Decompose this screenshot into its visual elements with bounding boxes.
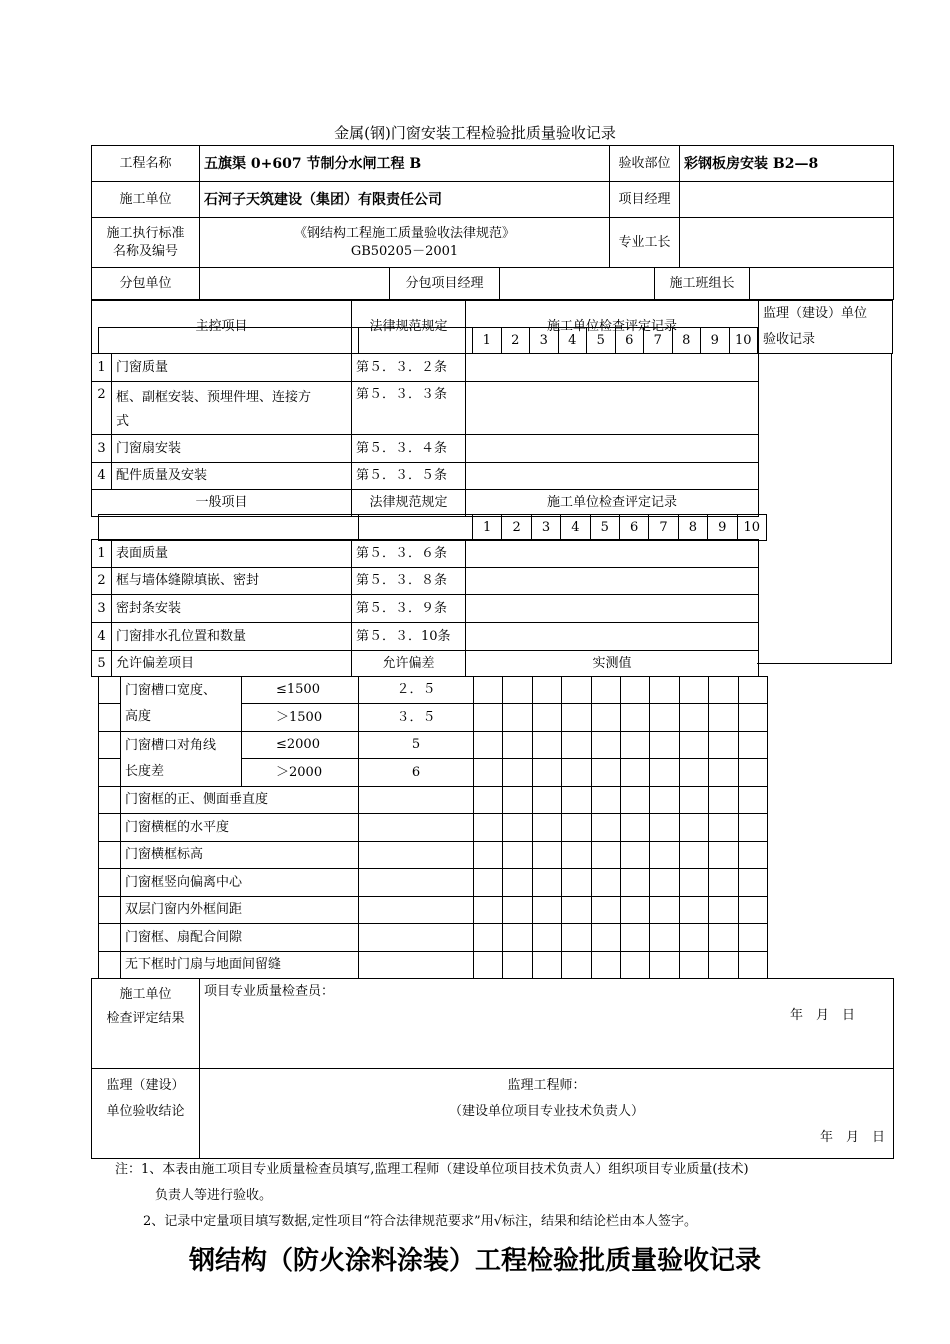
measure-cell bbox=[532, 759, 561, 787]
measure-cell bbox=[532, 704, 561, 732]
col-number: 2 bbox=[502, 515, 531, 541]
measure-cell bbox=[679, 704, 708, 732]
next-form-title: 钢结构（防火涂料涂装）工程检验批质量验收记录 bbox=[188, 1246, 761, 1276]
row-spec: 第５．３．６条 bbox=[352, 540, 466, 568]
measure-cell bbox=[474, 952, 503, 979]
measure-cell bbox=[503, 842, 532, 869]
measure-cell bbox=[620, 842, 649, 869]
row-no: 1 bbox=[92, 540, 112, 568]
supervisor-header-1: 监理（建设）单位 bbox=[763, 306, 868, 321]
measure-cell bbox=[620, 952, 649, 979]
inspect-part: 彩钢板房安装 B2—8 bbox=[680, 146, 894, 182]
blank-cell bbox=[99, 704, 121, 732]
contractor-result-label bbox=[92, 979, 200, 1069]
measure-cell bbox=[650, 952, 679, 979]
measure-cell bbox=[532, 842, 561, 869]
main-record-header: 施工单位检查评定记录 bbox=[466, 301, 759, 354]
row-record bbox=[466, 382, 759, 435]
measure-cell bbox=[562, 842, 591, 869]
team-leader bbox=[750, 268, 894, 300]
measure-cell bbox=[709, 787, 738, 814]
measure-cell bbox=[532, 732, 561, 759]
row-record bbox=[466, 435, 759, 463]
supervisor-conclusion bbox=[200, 1069, 894, 1159]
col-number: 1 bbox=[473, 515, 502, 541]
measure-cell bbox=[650, 869, 679, 897]
measure-cell bbox=[532, 897, 561, 924]
dev-item: 门窗框、扇配合间隙 bbox=[121, 924, 359, 952]
row-name: 密封条安装 bbox=[112, 595, 352, 623]
row-no: 2 bbox=[92, 382, 112, 435]
measure-cell bbox=[679, 869, 708, 897]
row-no: 3 bbox=[92, 595, 112, 623]
measure-cell bbox=[709, 924, 738, 952]
measure-cell bbox=[474, 814, 503, 842]
measure-cell bbox=[650, 732, 679, 759]
measure-cell bbox=[738, 869, 767, 897]
col-number: 4 bbox=[561, 515, 590, 541]
measure-cell bbox=[679, 897, 708, 924]
team-leader-label: 施工班组长 bbox=[655, 268, 750, 300]
sub-unit bbox=[200, 268, 390, 300]
measure-cell bbox=[738, 897, 767, 924]
measure-cell bbox=[591, 869, 620, 897]
measure-cell bbox=[620, 787, 649, 814]
measure-cell bbox=[679, 842, 708, 869]
col-number: 9 bbox=[708, 515, 737, 541]
sub-table bbox=[91, 267, 894, 300]
note-1: 注：1、本表由施工项目专业质量检查员填写,监理工程师（建设单位项目技术负责人）组织项目专业质量(技术) bbox=[115, 1162, 749, 1177]
measure-cell bbox=[503, 869, 532, 897]
measure-cell bbox=[474, 677, 503, 704]
measure-cell bbox=[679, 814, 708, 842]
measure-cell bbox=[709, 842, 738, 869]
dev-cond: ＞1500 bbox=[242, 704, 359, 732]
row-spec: 第５．３．５条 bbox=[352, 463, 466, 490]
blank-cell bbox=[99, 515, 359, 541]
measure-cell bbox=[591, 952, 620, 979]
measure-cell bbox=[591, 924, 620, 952]
table-row bbox=[92, 595, 759, 623]
blank-cell bbox=[99, 328, 359, 354]
table-row bbox=[92, 568, 759, 595]
supervisor-conclusion-label bbox=[92, 1069, 200, 1159]
blank-cell bbox=[359, 515, 473, 541]
measure-cell bbox=[679, 952, 708, 979]
blank-cell bbox=[99, 759, 121, 787]
supervisor-header bbox=[759, 301, 893, 354]
col-number: 2 bbox=[501, 328, 530, 354]
row-name-line1: 框、副框安装、预埋件埋、连接方 bbox=[116, 390, 312, 405]
main-items-table bbox=[91, 353, 759, 517]
pm-label: 项目经理 bbox=[610, 182, 680, 218]
main-spec-header: 法律规范规定 bbox=[352, 301, 466, 354]
row-record bbox=[466, 568, 759, 595]
measure-cell bbox=[591, 787, 620, 814]
measure-cell bbox=[474, 842, 503, 869]
measure-cell bbox=[503, 897, 532, 924]
measure-cell bbox=[359, 814, 474, 842]
supervisor-conclusion-label-2: 单位验收结论 bbox=[106, 1104, 185, 1119]
col-number: 7 bbox=[649, 515, 678, 541]
signoff-table bbox=[91, 978, 894, 1159]
measure-cell bbox=[562, 787, 591, 814]
measure-cell bbox=[532, 869, 561, 897]
standard-code: GB50205－2001 bbox=[350, 243, 459, 259]
measure-cell bbox=[562, 677, 591, 704]
general-item-header: 一般项目 bbox=[92, 490, 352, 517]
measure-cell bbox=[620, 704, 649, 732]
table-row bbox=[92, 382, 759, 435]
dev-item: 门窗框的正、侧面垂直度 bbox=[121, 787, 359, 814]
row-no: 2 bbox=[92, 568, 112, 595]
measure-cell bbox=[620, 869, 649, 897]
measure-cell bbox=[709, 952, 738, 979]
measure-cell bbox=[474, 869, 503, 897]
deviation-table bbox=[98, 676, 768, 979]
general-header-row bbox=[92, 490, 759, 517]
measure-cell bbox=[99, 787, 121, 814]
row-record bbox=[466, 540, 759, 568]
main-item-header: 主控项目 bbox=[92, 301, 352, 354]
foreman-label: 专业工长 bbox=[610, 218, 680, 268]
row-name: 门窗质量 bbox=[112, 354, 352, 382]
measure-cell bbox=[474, 787, 503, 814]
dev-item: 门窗横框的水平度 bbox=[121, 814, 359, 842]
measure-cell bbox=[503, 924, 532, 952]
row-name: 门窗排水孔位置和数量 bbox=[112, 623, 352, 651]
project-name: 五旗渠 0+607 节制分水闸工程 B bbox=[200, 146, 610, 182]
measure-cell bbox=[591, 677, 620, 704]
dev-group-1-line1: 门窗槽口宽度、 bbox=[125, 683, 217, 698]
measure-cell bbox=[591, 814, 620, 842]
col-number: 6 bbox=[615, 328, 644, 354]
measure-cell bbox=[474, 704, 503, 732]
col-number: 6 bbox=[619, 515, 648, 541]
measure-cell bbox=[620, 677, 649, 704]
measure-cell bbox=[738, 952, 767, 979]
measure-cell bbox=[738, 842, 767, 869]
row-no: 4 bbox=[92, 623, 112, 651]
measure-cell bbox=[738, 814, 767, 842]
standard-name: 《钢结构工程施工质量验收法律规范》 bbox=[294, 225, 516, 241]
row-name: 框与墙体缝隙填嵌、密封 bbox=[112, 568, 352, 595]
measure-cell bbox=[709, 759, 738, 787]
measure-cell bbox=[99, 924, 121, 952]
measure-cell bbox=[532, 952, 561, 979]
measure-cell bbox=[709, 677, 738, 704]
dev-group-2 bbox=[121, 732, 242, 787]
inspector-label: 项目专业质量检查员： bbox=[204, 984, 335, 999]
dev-group-1-line2: 高度 bbox=[125, 709, 152, 724]
general-spec-header: 法律规范规定 bbox=[352, 490, 466, 517]
measure-cell bbox=[709, 704, 738, 732]
measure-cell bbox=[620, 759, 649, 787]
col-number: 4 bbox=[558, 328, 587, 354]
measure-cell bbox=[591, 759, 620, 787]
row-no: 5 bbox=[92, 651, 112, 677]
measure-cell bbox=[359, 869, 474, 897]
measure-cell bbox=[679, 732, 708, 759]
row-spec: 第５．３．８条 bbox=[352, 568, 466, 595]
col-number: 5 bbox=[590, 515, 619, 541]
row-record bbox=[466, 463, 759, 490]
note-2: 2、记录中定量项目填写数据,定性项目“符合法律规范要求”用√标注，结果和结论栏由本人签字。 bbox=[143, 1214, 697, 1229]
contractor: 石河子天筑建设（集团）有限责任公司 bbox=[200, 182, 610, 218]
measure-cell bbox=[562, 924, 591, 952]
blank-cell bbox=[99, 677, 121, 704]
measure-cell bbox=[591, 842, 620, 869]
table-row bbox=[92, 463, 759, 490]
row-record: 实测值 bbox=[466, 651, 759, 677]
contractor-result bbox=[200, 979, 894, 1069]
measure-cell bbox=[562, 952, 591, 979]
measure-cell bbox=[709, 869, 738, 897]
dev-item: 门窗横框标高 bbox=[121, 842, 359, 869]
dev-cond: ≤2000 bbox=[242, 732, 359, 759]
row-spec: 第５．３．９条 bbox=[352, 595, 466, 623]
dev-value: 6 bbox=[359, 759, 474, 787]
measure-cell bbox=[650, 814, 679, 842]
table-row bbox=[92, 435, 759, 463]
measure-cell bbox=[679, 759, 708, 787]
measure-cell bbox=[99, 897, 121, 924]
row-name: 门窗扇安装 bbox=[112, 435, 352, 463]
measure-cell bbox=[503, 952, 532, 979]
col-number: 1 bbox=[473, 328, 502, 354]
measure-cell bbox=[503, 704, 532, 732]
supervisor-header-2: 验收记录 bbox=[763, 332, 816, 347]
measure-cell bbox=[620, 924, 649, 952]
measure-cell bbox=[709, 814, 738, 842]
measure-cell bbox=[474, 897, 503, 924]
measure-cell bbox=[562, 814, 591, 842]
note-1-cont: 负责人等进行验收。 bbox=[155, 1188, 273, 1203]
row-spec: 第５．３．２条 bbox=[352, 354, 466, 382]
measure-cell bbox=[532, 924, 561, 952]
row-no: 1 bbox=[92, 354, 112, 382]
measure-cell bbox=[679, 677, 708, 704]
measure-cell bbox=[532, 787, 561, 814]
sub-pm bbox=[500, 268, 655, 300]
sub-pm-label: 分包项目经理 bbox=[390, 268, 500, 300]
pm bbox=[680, 182, 894, 218]
measure-cell bbox=[532, 677, 561, 704]
measure-cell bbox=[650, 677, 679, 704]
measure-cell bbox=[359, 787, 474, 814]
row-record bbox=[466, 623, 759, 651]
general-record-header: 施工单位检查评定记录 bbox=[466, 490, 759, 517]
measure-cell bbox=[738, 759, 767, 787]
measure-cell bbox=[738, 787, 767, 814]
row-record bbox=[466, 354, 759, 382]
dev-item: 门窗框竖向偏离中心 bbox=[121, 869, 359, 897]
measure-cell bbox=[738, 677, 767, 704]
measure-cell bbox=[474, 732, 503, 759]
measure-cell bbox=[562, 759, 591, 787]
general-cols-table bbox=[98, 514, 767, 541]
measure-cell bbox=[591, 897, 620, 924]
measure-cell bbox=[709, 897, 738, 924]
measure-cell bbox=[591, 732, 620, 759]
dev-item: 双层门窗内外框间距 bbox=[121, 897, 359, 924]
measure-cell bbox=[503, 814, 532, 842]
measure-cell bbox=[709, 732, 738, 759]
measure-cell bbox=[679, 787, 708, 814]
dev-cond: ＞2000 bbox=[242, 759, 359, 787]
row-name bbox=[112, 382, 352, 435]
measure-cell bbox=[620, 732, 649, 759]
measure-cell bbox=[562, 732, 591, 759]
blank-cell bbox=[99, 732, 121, 759]
measure-cell bbox=[99, 814, 121, 842]
measure-cell bbox=[650, 759, 679, 787]
col-number: 10 bbox=[737, 515, 766, 541]
measure-cell bbox=[359, 924, 474, 952]
row-no: 4 bbox=[92, 463, 112, 490]
engineer-label: 监理工程师： bbox=[507, 1078, 586, 1093]
measure-cell bbox=[99, 869, 121, 897]
measure-cell bbox=[650, 924, 679, 952]
col-number: 8 bbox=[672, 328, 701, 354]
measure-cell bbox=[562, 897, 591, 924]
dev-item: 无下框时门扇与地面间留缝 bbox=[121, 952, 359, 979]
blank-cell bbox=[359, 328, 473, 354]
supervisor-conclusion-label-1: 监理（建设） bbox=[106, 1078, 185, 1093]
measure-cell bbox=[620, 897, 649, 924]
measure-cell bbox=[650, 787, 679, 814]
foreman bbox=[680, 218, 894, 268]
measure-cell bbox=[650, 897, 679, 924]
header-table bbox=[91, 145, 894, 268]
measure-cell bbox=[532, 814, 561, 842]
measure-cell bbox=[99, 842, 121, 869]
owner-rep-label: （建设单位项目专业技术负责人） bbox=[448, 1104, 644, 1119]
general-items-table bbox=[91, 539, 759, 677]
table-row bbox=[92, 354, 759, 382]
measure-cell bbox=[562, 869, 591, 897]
row-spec: 第５．３．４条 bbox=[352, 435, 466, 463]
row-name: 配件质量及安装 bbox=[112, 463, 352, 490]
measure-cell bbox=[591, 704, 620, 732]
col-number: 5 bbox=[587, 328, 616, 354]
table-row bbox=[92, 540, 759, 568]
dev-group-2-line1: 门窗槽口对角线 bbox=[125, 738, 217, 753]
row-name: 允许偏差项目 bbox=[112, 651, 352, 677]
measure-cell bbox=[503, 677, 532, 704]
measure-cell bbox=[738, 924, 767, 952]
table-row bbox=[92, 651, 759, 677]
main-cols-table bbox=[98, 327, 758, 354]
sub-unit-label: 分包单位 bbox=[92, 268, 200, 300]
contractor-result-label-1: 施工单位 bbox=[119, 987, 172, 1002]
table-row bbox=[92, 623, 759, 651]
supervisor-record-cell bbox=[757, 353, 892, 664]
standard bbox=[200, 218, 610, 268]
col-number: 7 bbox=[644, 328, 673, 354]
row-spec: 第５．３．３条 bbox=[352, 382, 466, 435]
result-date: 年 月 日 bbox=[789, 1008, 855, 1023]
dev-value: ２．５ bbox=[359, 677, 474, 704]
col-number: 8 bbox=[678, 515, 707, 541]
project-name-label: 工程名称 bbox=[92, 146, 200, 182]
measure-cell bbox=[620, 814, 649, 842]
measure-cell bbox=[650, 842, 679, 869]
dev-value: 5 bbox=[359, 732, 474, 759]
standard-label-1: 施工执行标准 bbox=[106, 225, 185, 241]
measure-cell bbox=[474, 759, 503, 787]
dev-group-1 bbox=[121, 677, 242, 732]
measure-cell bbox=[359, 897, 474, 924]
contractor-result-label-2: 检查评定结果 bbox=[106, 1011, 185, 1026]
row-spec: 允许偏差 bbox=[352, 651, 466, 677]
standard-label-2: 名称及编号 bbox=[112, 243, 178, 259]
measure-cell bbox=[738, 732, 767, 759]
dev-cond: ≤1500 bbox=[242, 677, 359, 704]
dev-value: ３．５ bbox=[359, 704, 474, 732]
measure-cell bbox=[474, 924, 503, 952]
measure-cell bbox=[738, 704, 767, 732]
measure-cell bbox=[99, 952, 121, 979]
measure-cell bbox=[359, 842, 474, 869]
dev-group-2-line2: 长度差 bbox=[125, 764, 165, 779]
notes bbox=[115, 1157, 835, 1235]
measure-cell bbox=[679, 924, 708, 952]
col-number: 3 bbox=[530, 328, 559, 354]
contractor-label: 施工单位 bbox=[92, 182, 200, 218]
inspect-part-label: 验收部位 bbox=[610, 146, 680, 182]
measure-cell bbox=[562, 704, 591, 732]
standard-label bbox=[92, 218, 200, 268]
row-name-line2: 式 bbox=[116, 414, 130, 429]
row-record bbox=[466, 595, 759, 623]
measure-cell bbox=[650, 704, 679, 732]
measure-cell bbox=[503, 732, 532, 759]
col-number: 3 bbox=[531, 515, 560, 541]
col-number: 9 bbox=[701, 328, 730, 354]
conclusion-date: 年 月 日 bbox=[819, 1130, 885, 1145]
measure-cell bbox=[503, 759, 532, 787]
row-no: 3 bbox=[92, 435, 112, 463]
measure-cell bbox=[359, 952, 474, 979]
form-title: 金属(钢)门窗安装工程检验批质量验收记录 bbox=[334, 124, 616, 142]
row-spec: 第５．３．10条 bbox=[352, 623, 466, 651]
col-number: 10 bbox=[729, 328, 758, 354]
row-name: 表面质量 bbox=[112, 540, 352, 568]
measure-cell bbox=[503, 787, 532, 814]
